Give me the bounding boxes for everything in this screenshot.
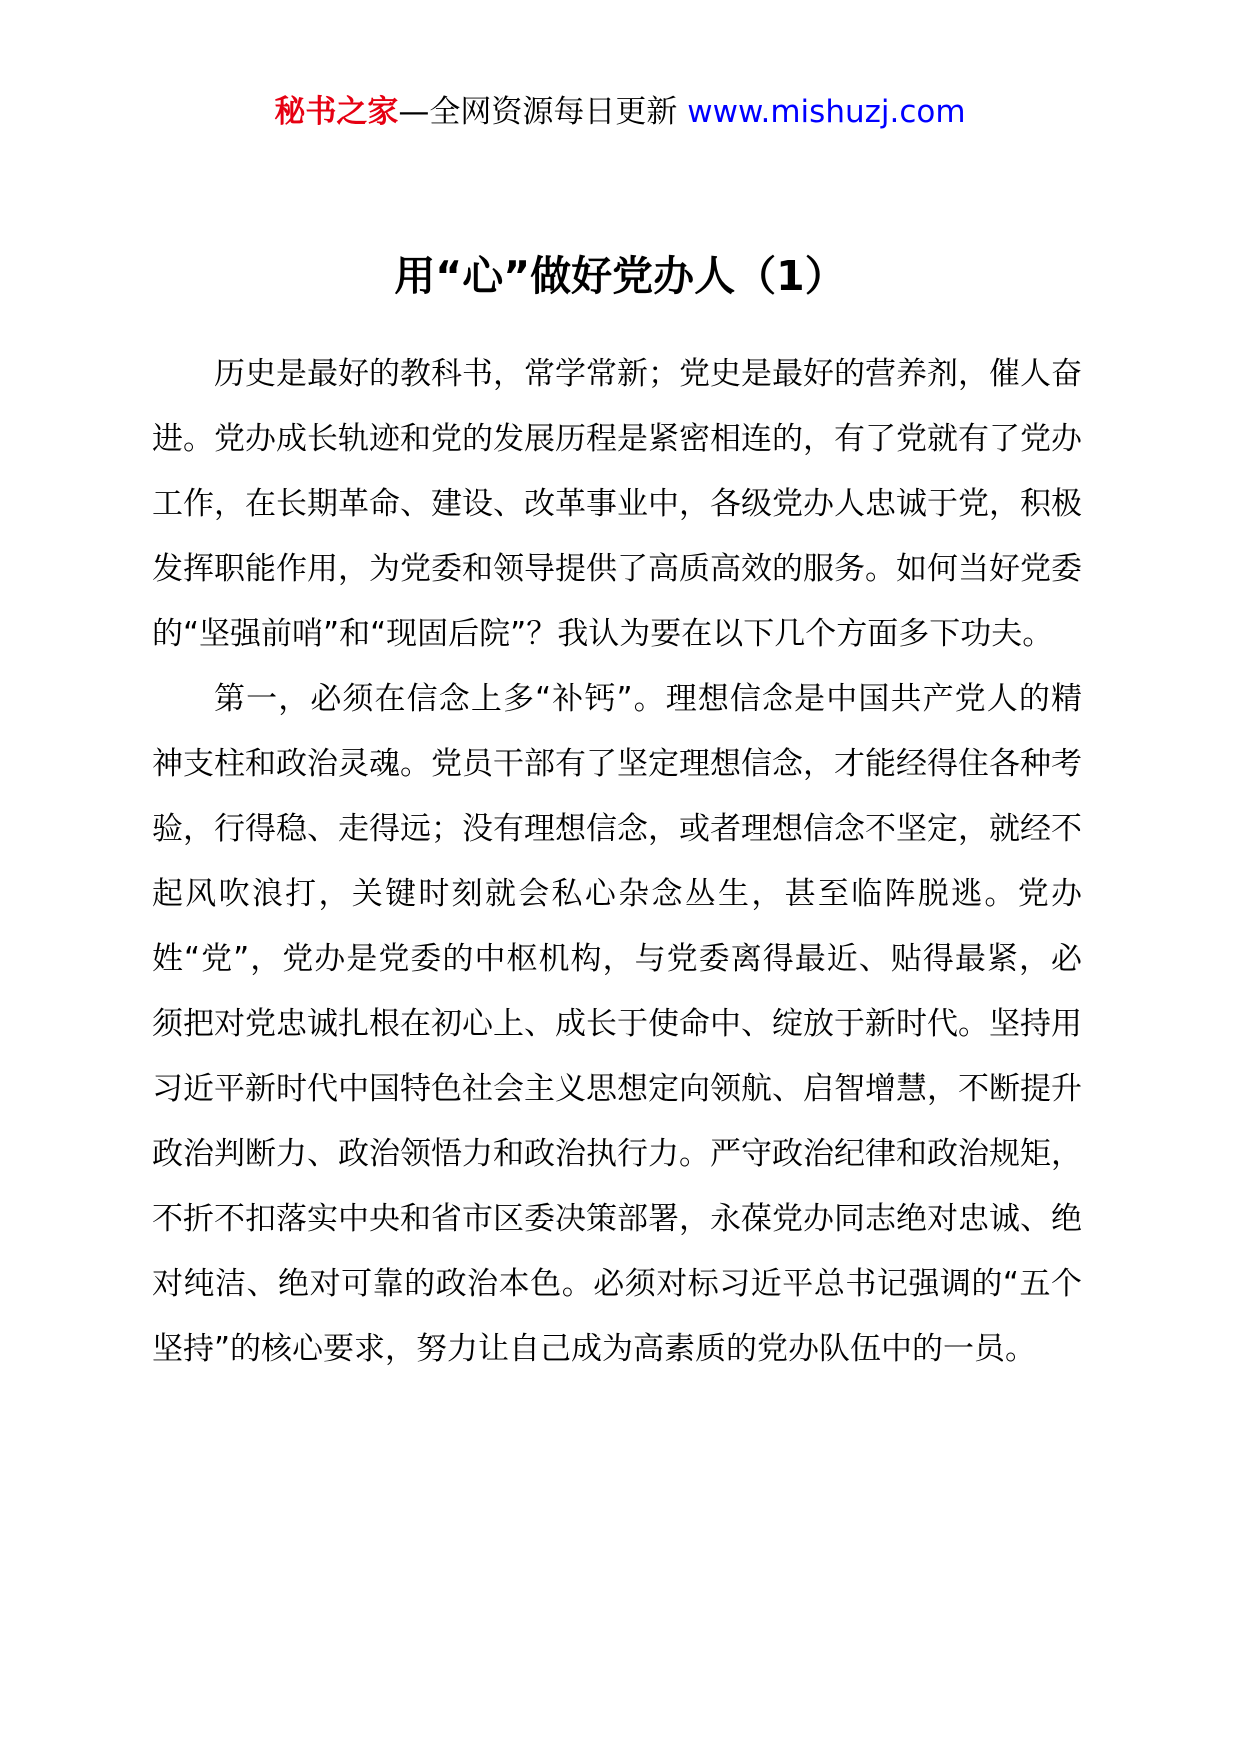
- paragraph-first-point: 第一，必须在信念上多“补钙”。理想信念是中国共产党人的精神支柱和政治灵魂。党员干部有了坚定理想信念，才能经得住各种考验，行得稳、走得远；没有理想信念，或者理想信念不坚定，就经不起风吹浪打，关键时刻就会私心杂念丛生，甚至临阵脱逃。党办姓“党”，党办是党委的中枢机构，与党委离得最近、贴得最紧，必须把对党忠诚扎根在初心上、成长于使命中、绽放于新时代。坚持用习近平新时代中国特色社会主义思想定向领航、启智增慧，不断提升政治判断力、政治领悟力和政治执行力。严守政治纪律和政治规矩，不折不扣落实中央和省市区委决策部署，永葆党办同志绝对忠诚、绝对纯洁、绝对可靠的政治本色。必须对标习近平总书记强调的“五个坚持”的核心要求，努力让自己成为高素质的党办队伍中的一员。: [152, 681, 1082, 1367]
- header-banner: [0, 92, 1240, 132]
- paragraph-intro: 历史是最好的教科书，常学常新；党史是最好的营养剂，催人奋进。党办成长轨迹和党的发展历程是紧密相连的，有了党就有了党办工作，在长期革命、建设、改革事业中，各级党办人忠诚于党，积极发挥职能作用，为党委和领导提供了高质高效的服务。如何当好党委的“坚强前哨”和“现固后院”？我认为要在以下几个方面多下功夫。: [152, 356, 1082, 652]
- document-title: 用“心”做好党办人（1）: [394, 252, 846, 300]
- header-tagline: —全网资源每日更新: [398, 94, 678, 130]
- document-body: [152, 342, 1082, 1382]
- brand-name: 秘书之家: [274, 94, 399, 130]
- website-link[interactable]: www.mishuzj.com: [687, 94, 966, 130]
